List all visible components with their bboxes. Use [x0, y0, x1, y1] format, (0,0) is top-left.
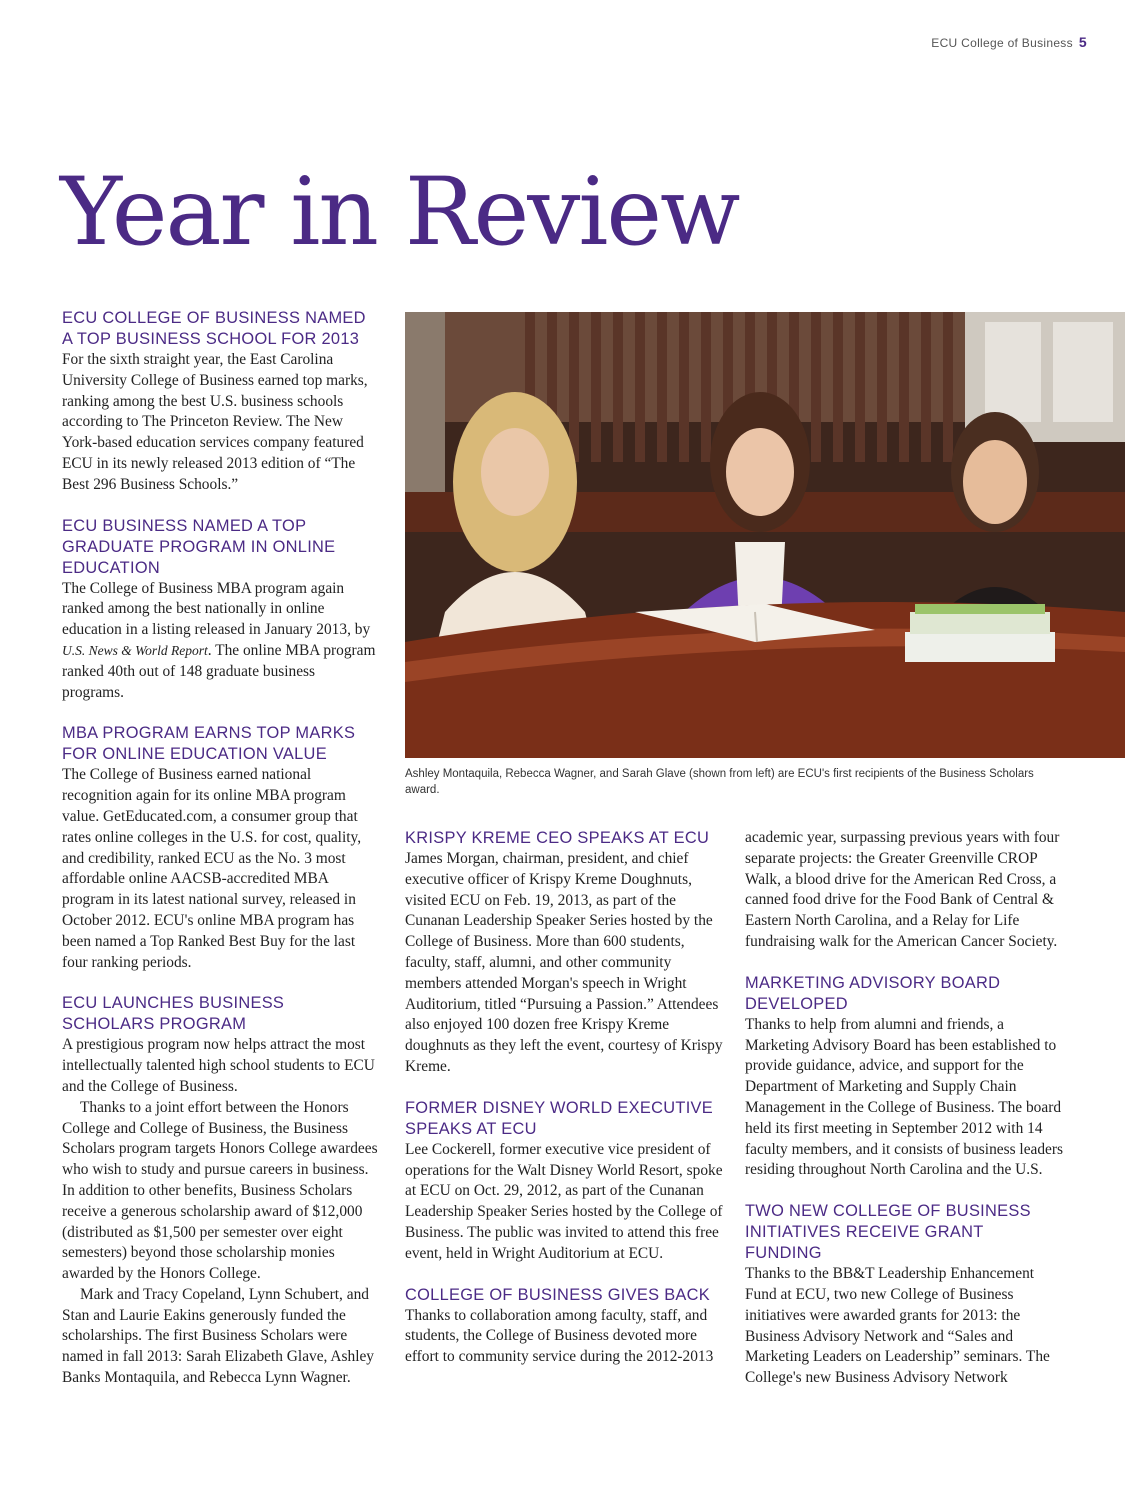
- article-body: For the sixth straight year, the East Carolina University College of Business earned top marks, ranking among the best U.S. business schools according to The Princeton Review. The New York-based education services company featured ECU in its newly released 2013 edition of “The Best 296 Business Schools.”: [62, 351, 368, 493]
- article-business-scholars: [62, 993, 380, 1389]
- running-title: ECU College of Business: [931, 36, 1073, 50]
- article-headline: MARKETING ADVISORY BOARD DEVELOPED: [745, 973, 1001, 1013]
- scholars-photo: [405, 312, 1125, 758]
- article-disney-executive: [405, 1098, 723, 1265]
- article-body: Thanks to collaboration among faculty, staff, and students, the College of Business devoted more effort to community service during the 2012-2013: [405, 1306, 714, 1366]
- article-headline: ECU COLLEGE OF BUSINESS NAMED A TOP BUSINESS SCHOOL FOR 2013: [62, 309, 366, 348]
- article-headline: MBA PROGRAM EARNS TOP MARKS FOR ONLINE EDUCATION VALUE: [62, 724, 356, 764]
- article-top-business-school: [62, 308, 380, 496]
- photo-caption: Ashley Montaquila, Rebecca Wagner, and Sarah Glave (shown from left) are ECU's first recipients of the Business Scholars award.: [405, 768, 1034, 796]
- running-head: [931, 34, 1087, 50]
- article-body: A prestigious program now helps attract the most intellectually talented high school students to ECU and the College of Business.: [62, 1036, 375, 1095]
- page-title: Year in Review: [60, 158, 739, 267]
- article-body: Thanks to the BB&T Leadership Enhancement Fund at ECU, two new College of Business initiatives were awarded grants for 2013: the Business Advisory Network and “Sales and Marketing Leaders on Leadership” seminars. The College's new Business Advisory Network: [745, 1265, 1050, 1387]
- article-headline: TWO NEW COLLEGE OF BUSINESS INITIATIVES RECEIVE GRANT FUNDING: [745, 1202, 1031, 1263]
- article-grant-funding: [745, 1201, 1063, 1389]
- article-body: academic year, surpassing previous years with four separate projects: the Greater Greenville CROP Walk, a blood drive for the American Red Cross, a canned food drive for the Food Bank of Central & Eastern North Carolina, and a Relay for Life fundraising walk for the American Cancer Society.: [745, 829, 1060, 950]
- article-body: Thanks to a joint effort between the Honors College and College of Business, the Business Scholars program targets Honors College awardees who wish to study and pursue careers in business. In addition to other benefits, Business Scholars receive a generous scholarship award of $12,000 (distributed as $1,500 per semester over eight semesters) beyond those scholarship monies awarded by the Honors College.: [62, 1098, 378, 1283]
- article-headline: ECU LAUNCHES BUSINESS SCHOLARS PROGRAM: [62, 994, 285, 1034]
- column-right: [745, 828, 1063, 1409]
- article-body: Thanks to help from alumni and friends, a Marketing Advisory Board has been established to provide guidance, advice, and support for the Department of Marketing and Supply Chain Management in the College of Business. The board held its first meeting in September 2012 with 14 faculty members, and it consists of business leaders residing throughout North Carolina and the U.S.: [745, 1015, 1064, 1179]
- article-headline: ECU BUSINESS NAMED A TOP GRADUATE PROGRAM IN ONLINE EDUCATION: [62, 516, 336, 577]
- article-body: James Morgan, chairman, president, and chief executive officer of Krispy Kreme Doughnuts, visited ECU on Feb. 19, 2013, as part of the Cunanan Leadership Speaker Series hosted by the College of Business. More than 600 students, faculty, staff, alumni, and other community members attended Morgan's speech in Wright Auditorium, titled “Pursuing a Passion.” Attendees also enjoyed 100 dozen free Krispy Kreme doughnuts as they left the event, courtesy of Krispy Kreme.: [405, 850, 723, 1075]
- article-headline: KRISPY KREME CEO SPEAKS AT ECU: [405, 829, 710, 847]
- article-headline: FORMER DISNEY WORLD EXECUTIVE SPEAKS AT ECU: [405, 1098, 714, 1138]
- article-headline: COLLEGE OF BUSINESS GIVES BACK: [405, 1285, 711, 1304]
- article-mba-value: [62, 723, 380, 973]
- column-left: [62, 308, 380, 1409]
- article-gives-back: [405, 1285, 723, 1368]
- article-body: The College of Business earned national recognition again for its online MBA program value. GetEducated.com, a consumer group that rates online colleges in the U.S. for cost, quality, and credibility, ranked ECU as the No. 3 most affordable online AACSB-accredited MBA program in its latest national survey, released in October 2012. ECU's online MBA program has been named a Top Ranked Best Buy for the last four ranking periods.: [62, 766, 362, 971]
- article-gives-back-continued: [745, 828, 1063, 953]
- publication-name: U.S. News & World Report: [62, 642, 208, 658]
- article-body: The College of Business MBA program again ranked among the best nationally in online education in a listing released in January 2013, by U.S. News & World Report. The online MBA program ranked 40th out of 148 graduate business programs.: [62, 579, 376, 701]
- page-number: 5: [1078, 34, 1087, 50]
- article-body: Mark and Tracy Copeland, Lynn Schubert, and Stan and Laurie Eakins generously funded the scholarships. The first Business Scholars were named in fall 2013: Sarah Elizabeth Glave, Ashley Banks Montaquila, and Rebecca Lynn Wagner.: [62, 1285, 374, 1387]
- article-body: Lee Cockerell, former executive vice president of operations for the Walt Disney World Resort, spoke at ECU on Oct. 29, 2012, as part of the Cunanan Leadership Speaker Series hosted by the College of Business. The public was invited to attend this free event, held in Wright Auditorium at ECU.: [405, 1140, 723, 1262]
- column-middle: [405, 828, 723, 1388]
- article-marketing-board: [745, 973, 1063, 1181]
- article-krispy-kreme: [405, 828, 723, 1078]
- article-online-education: [62, 516, 380, 704]
